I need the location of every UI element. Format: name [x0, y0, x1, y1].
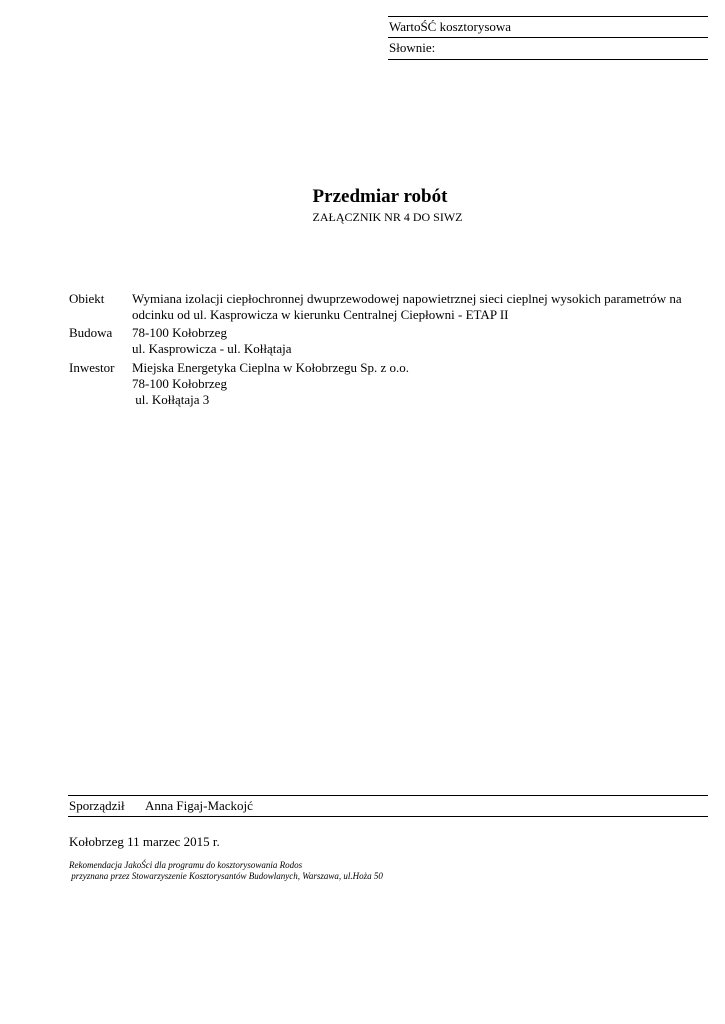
- inwestor-line-3: ul. Kołłątaja 3: [132, 392, 210, 407]
- obiekt-line-2: odcinku od ul. Kasprowicza w kierunku Centralnej Ciepłowni - ETAP II: [132, 307, 509, 322]
- page-title: Przedmiar robót: [312, 186, 448, 207]
- inwestor-line-1: Miejska Energetyka Cieplna w Kołobrzegu Sp. z o.o.: [132, 360, 410, 375]
- obiekt-line-1: Wymiana izolacji ciepłochronnej dwuprzewodowej napowietrznej sieci cieplnej wysokich parametrów na: [132, 291, 682, 306]
- budowa-line-2: ul. Kasprowicza - ul. Kołłątaja: [132, 341, 292, 356]
- in-words-label: Słownie:: [389, 40, 436, 55]
- header-top-rule: [388, 16, 708, 17]
- prepared-by-label: Sporządził: [69, 798, 125, 813]
- obiekt-label: Obiekt: [69, 291, 105, 306]
- prepared-by-name: Anna Figaj-Mackojć: [145, 798, 253, 813]
- prepared-top-rule: [68, 795, 708, 796]
- header-bottom-rule: [388, 59, 708, 60]
- footer-line-1: Rekomendacja JakoŚci dla programu do kosztorysowania Rodos: [69, 860, 303, 870]
- inwestor-line-2: 78-100 Kołobrzeg: [132, 376, 227, 391]
- footer-line-2: przyznana przez Stowarzyszenie Kosztorysantów Budowlanych, Warszawa, ul.Hoża 50: [69, 871, 383, 881]
- place-date: Kołobrzeg 11 marzec 2015 r.: [69, 834, 220, 849]
- page-subtitle: ZAŁĄCZNIK NR 4 DO SIWZ: [312, 210, 463, 224]
- estimated-value-label: WartoŚĆ kosztorysowa: [389, 19, 512, 34]
- budowa-label: Budowa: [69, 325, 113, 340]
- inwestor-label: Inwestor: [69, 360, 115, 375]
- header-middle-rule: [388, 37, 708, 38]
- budowa-line-1: 78-100 Kołobrzeg: [132, 325, 227, 340]
- prepared-bottom-rule: [68, 816, 708, 817]
